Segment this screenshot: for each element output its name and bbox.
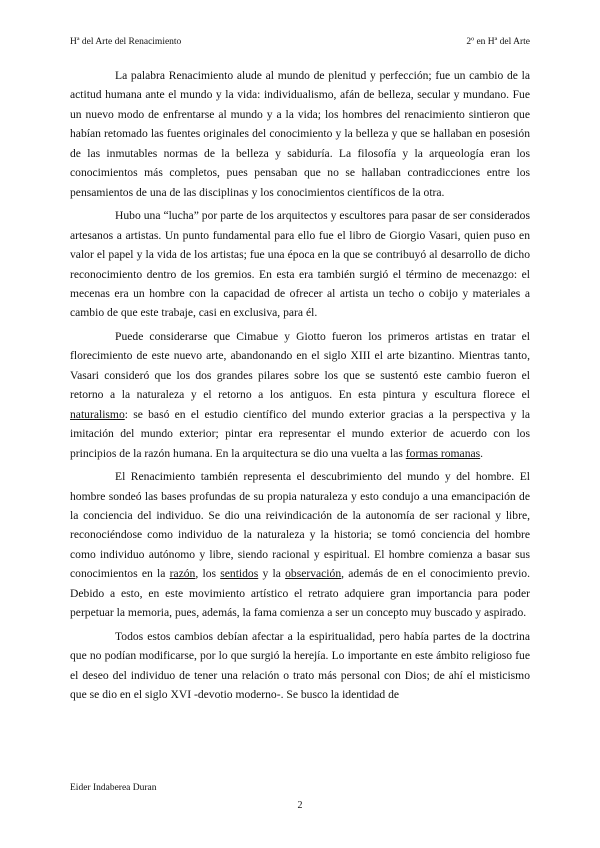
underlined-sentidos: sentidos	[220, 567, 259, 581]
header-course-title: Hª del Arte del Renacimiento	[70, 37, 182, 47]
header-course-level: 2º en Hª del Arte	[466, 37, 530, 47]
paragraph-4-text-b: , los	[195, 567, 221, 581]
paragraph-5: Todos estos cambios debían afectar a la espiritualidad, pero había partes de la doctrina que no podían modificarse, por lo que surgió la herejía. Lo importante en este ámbito religioso fue el deseo del individuo de tener una relación o trato más personal con Dios; de ahí el misticismo que se dio en el siglo XVI -devotio moderno-. Se busco la identidad de	[70, 629, 530, 702]
paragraph-1: La palabra Renacimiento alude al mundo de plenitud y perfección; fue un cambio de la actitud humana ante el mundo y la vida: individualismo, afán de belleza, secular y mundano. Fue un nuevo modo de enfrentarse al mundo y a la vida; los hombres del renacimiento sintieron que habían retomado las fuentes originales del conocimiento y la belleza y que se hallaban en posesión de las inmutables normas de la belleza y sabiduría. La filosofía y la arqueología eran los conocimientos más completos, pues pensaban que no se hallaban contradicciones entre los pensamientos de una de las disciplinas y los conocimientos científicos de la otra.	[70, 69, 530, 199]
footer-author: Eider Indaberea Duran	[70, 783, 157, 793]
underlined-naturalismo: naturalismo	[70, 407, 125, 421]
paragraph-3	[70, 327, 530, 463]
paragraph-4	[70, 467, 530, 623]
underlined-razon: razón	[169, 567, 196, 581]
paragraph-2: Hubo una “lucha” por parte de los arquitectos y escultores para pasar de ser considerados artesanos a artistas. Un punto fundamental para ello fue el libro de Giorgio Vasari, quien puso en valor el papel y la vida de los artistas; fue una época en la que se contribuyó al desarrollo de dicho reconocimiento dentro de los gremios. En esta era también surgió el término de mecenazgo: el mecenas era un hombre con la capacidad de ofrecer al artista un techo o cobijo y materiales a cambio de que este trabaje, casi en exclusiva, para él.	[70, 209, 530, 320]
paragraph-4-text-a: El Renacimiento también representa el descubrimiento del mundo y del hombre. El hombre sondeó las bases profundas de su propia naturaleza y esto condujo a una emancipación de la conciencia del individuo. Se dio una reivindicación de la autonomía de ser racional y libre, reconociéndose como individuo de la naturaleza y la historia; se tomó conciencia del hombre como individuo autónomo y libre, siendo racional y espiritual. El hombre comienza a basar sus conocimientos en la	[70, 470, 530, 581]
page-number: 2	[297, 800, 303, 811]
paragraph-3-text-b: : se basó en el estudio científico del mundo exterior gracias a la perspectiva y la imitación del mundo exterior; pintar era representar el mundo exterior de acuerdo con los principios de la razón humana. En la arquitectura se dio una vuelta a las	[70, 407, 530, 460]
page-header	[70, 37, 530, 51]
document-body	[70, 66, 530, 709]
paragraph-4-text-d: , además de en el conocimiento previo. Debido a esto, en este movimiento artístico el retrato adquiere gran importancia para poder perpetuar la memoria, pues, además, la fama comienza a ser un concepto muy buscado y aspirado.	[70, 567, 530, 620]
paragraph-4-text-c: y la	[258, 567, 286, 581]
paragraph-3-text-c: .	[480, 446, 484, 460]
paragraph-3-text-a: Puede considerarse que Cimabue y Giotto fueron los primeros artistas en tratar el florecimiento de este nuevo arte, abandonando en el siglo XIII el arte bizantino. Mientras tanto, Vasari consideró que los dos grandes pilares sobre los que se sustentó este cambio fueron el retorno a la naturaleza y el retorno a los antiguos. En esta pintura y escultura florece el	[70, 329, 530, 402]
underlined-formas-romanas: formas romanas	[405, 446, 481, 460]
underlined-observacion: observación	[285, 567, 342, 581]
